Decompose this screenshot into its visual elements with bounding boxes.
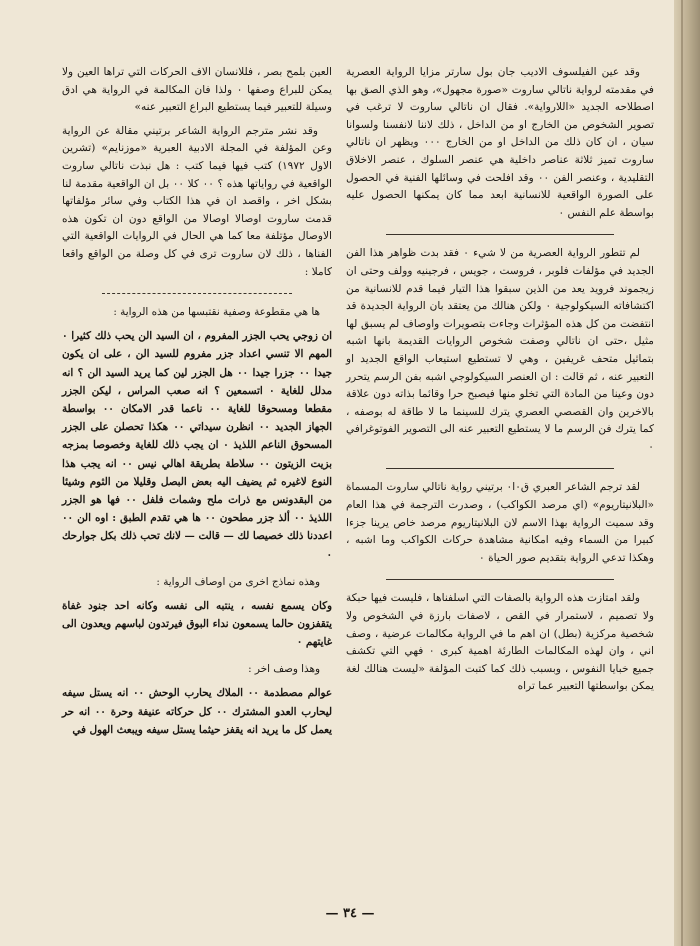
paragraph-bertini-article: وقد نشر مترجم الرواية الشاعر برتيني مقالة عن الرواية وعن المؤلفة في المجلة الادبية العبرية «موزنايم» (تشرين الاول ١٩٧٢) كتب فيها فيما كتب : هل نبذت ناتالي ساروت الواقعية في رواياتها هذه ؟ ٠٠ كلا ٠٠ بل ان الواقعية مقدمة لنا بشكل اخر ، واقصد ان في هذا الكتاب وفي سائر مؤلفاتها قدمت ساروت اوصالا اوصالا من الواقع دون ان تكون هذه الاوصال مؤتلفة معا كما هي الحال في الروايات الواقعية التي الفناها ، ذلك لان ساروت ترى في كل وصلة من الواقع واقعا كاملا : [62,124,332,278]
paragraph-sartre: وقد عين الفيلسوف الاديب جان بول سارتر مزايا الرواية العصرية في مقدمته لرواية ناتالي ساروت «صورة مجهول»، وهو الذي الصق بها اصطلاحه الجديد «اللارواية». فقال ان ناتالي ساروت لا ترغب في تصوير الشخوص من الخارج او من الداخل ، ذلك لاننا لانفسنا ولسوانا سيان ، ان كان ذلك من الداخل او من الخارج ٠٠٠ ويظهر ان ناتالي ساروت تميز ثلاثة عناصر داخلية هي عنصر السلوك ، عنصر الاخلاق التقليدية ، وعنصر الفن ٠٠ وقد افلحت في وسائلها الفنية في الحصول على الصورة الواقعية للانسانية ابعد مما كان يمكنها الحصول عليه بواسطة علم النفس ٠ [346,66,655,219]
excerpt-carrot-passage: ان زوجي يحب الجزر المفروم ، ان السيد الن يحب ذلك كثيرا ٠ المهم الا تنسي اعداد جزر مفروم للسيد الن ، على ان يكون جيدا ٠٠ جزرا جيدا ٠٠ هل الجزر لين كما يريد السيد الن ؟ انه مدلل للغاية ٠ اتسمعين ؟ انه صعب المراس ، ليكن الجزر مقطعا ومسحوقا للغاية ٠٠ ناعما قدر الامكان ٠٠ بواسطة الجهاز الجديد ٠٠ انظرن سيداتي ٠٠ هكذا تحصلن على الجزر المسحوق الناعم اللذيذ ٠ ان يجب ذلك للغاية وخصوصا بمزجه بزيت الزيتون ٠٠ سلاطة بطريقة اهالي نيس ٠٠ انه يجب هذا النوع لاغيره ثم يضيف اليه بعض البصل وقليلا من الثوم وشيئا من البقدونس مع ذرات ملح وشمات فلفل ٠٠ فها هو الجزر اللذيذ ٠٠ ألذ جزر مطحون ٠٠ ها هي تقدم الطبق : اوه الن ٠٠ اعددنا ذلك خصيصا لك — قالت — لانك تحب ذلك بكل جوارحك ٠ [62,330,332,561]
paragraph-features: ولقد امتازت هذه الرواية بالصفات التي اسلفناها ، فليست فيها حبكة ولا تصميم ، لاستمرار في القص ، لاصفات بارزة في الشخوص ولا شخصية مركزية (بطل) ان اهم ما في الرواية مكالمات عرضية ، وصف اني ، وان لهذه المكالمات الطارئة اهمية كبرى ٠ فهي التي تكشف جميع خبايا النفوس ، وبسبب ذلك كما كتبت المؤلفة «ليست هنالك لغة يمكن بواسطتها التعبير عما تراه [346,592,654,693]
section-divider [386,468,614,469]
excerpt-intro: ها هي مقطوعة وصفية نقتبسها من هذه الرواية : [113,306,320,319]
excerpt-soldiers-passage: وكان يسمع نفسه ، ينتبه الى نفسه وكانه احد جنود غفاة يتقفزون حالما يسمعون نداء البوق فيرتدون لباسهم ويعدون الى غايتهم ٠ [62,599,332,649]
excerpt-angel-passage: عوالم مصطدمة ٠٠ الملاك يحارب الوحش ٠٠ انه يستل سيفه ليحارب العدو المشترك ٠٠ كل حركاته عنيفة وحرة ٠٠ انه حر يعمل كل ما يريد انه يقفز حيثما يستل سيفه ويبعث الهول في [62,687,332,736]
binding-shadow-line [681,0,683,946]
paragraph-origins: لم تتطور الرواية العصرية من لا شيء ٠ فقد بدت ظواهر هذا الفن الجديد في مؤلفات فلوبر ، فروست ، جويس ، فرجينيه وولف وحتى ان زيجموند فرويد يعد من الذين سبقوا هذا التيار فيما قدم للانسانية من اكتشافاته السيكولوجية ٠ ولكن هنالك من يعتقد بان الرواية الجديدة قد انتفضت من كل هذه المؤثرات وجاءت بتصويرات واوصاف لم يسبق لها مثيل ،حتى ان ناتالي وصفت شخوص الروايات القديمة بانها اشبه بتماثيل متحف غريفين ، وهي لا تستطيع استيعاب الواقع الجديد او التعبير عنه ، ثم قالت : ان العنصر السيكولوجي اشبه بفن الرسم يتحرر دون وعينا من المادة التي تخلو منها فيصبح حرا وقائما بذاته دون علاقة بالاخرين وان القصصي العصري يترك للسينما ما لا طاقة له بوصفه ، كما يترك فن الرسم ما لا يستطيع التعبير عنه الى التصوير الفوتوغرافي ٠ [346,247,654,453]
excerpt-intro: وهذه نماذج اخرى من اوصاف الرواية : [156,575,320,588]
page-binding-edge [674,0,700,946]
paragraph-continuation: العين بلمح بصر ، فللانسان الاف الحركات التي تراها العين ولا يمكن للبراع وصفها ٠ ولذا فان المكالمة في الرواية هي ادق وسيلة للتعبير فيما يستطيع البراع التعبير عنه» [62,66,332,114]
section-divider [386,579,614,580]
paragraph-translation: لقد ترجم الشاعر العبري ق٠ا٠ برتيني رواية ناتالي ساروت المسماة «البلانيتاريوم» (اي مرصد الكواكب) ، وصدرت الترجمة في هذا العام وقد سميت الرواية بهذا الاسم لان البلانيتاريوم مرصد خاص يرينا جزءا كبيرا من السماء وفيه امكانية مشاهدة حركات الكواكب وما اشبه ، وهكذا تدعي الرواية بتقديم صور الحياة ٠ [346,481,654,564]
left-text-column [62,64,332,749]
page-number: — ٣٤ — [325,906,375,921]
section-divider [386,234,614,235]
excerpt-intro: وهذا وصف اخر : [248,663,320,676]
section-divider [102,293,292,294]
right-text-column [346,64,654,708]
